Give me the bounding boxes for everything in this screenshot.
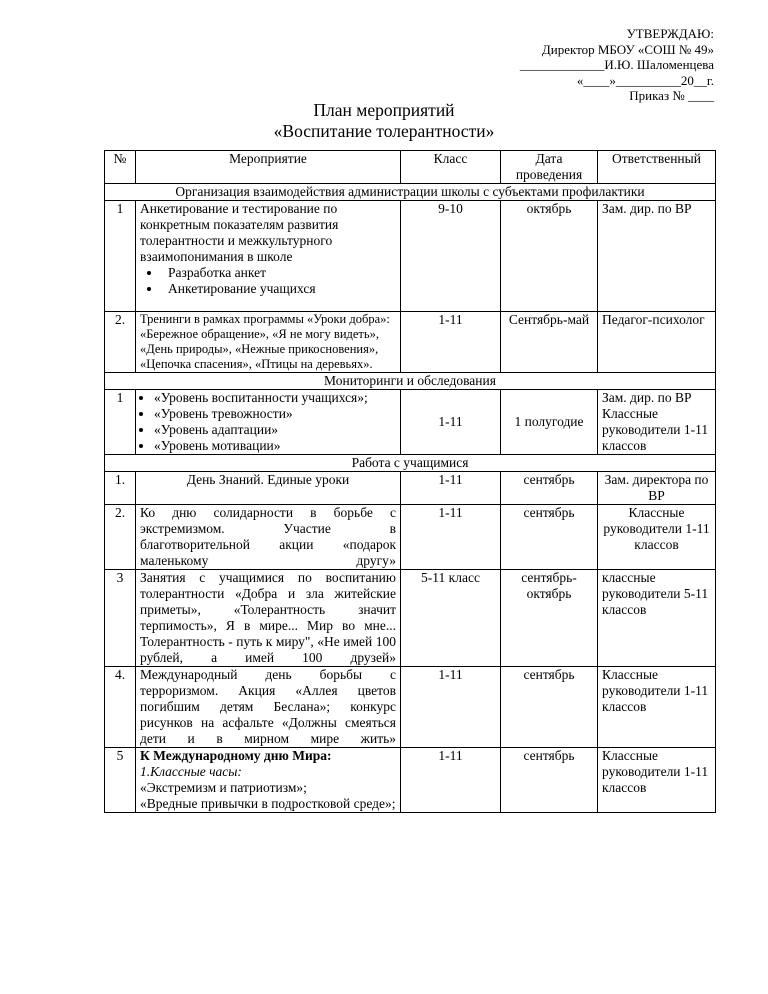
section-row	[105, 184, 716, 201]
header-class: Класс	[401, 151, 501, 184]
event-line: «Вредные привычки в подростковой среде»;	[140, 796, 396, 811]
section-title: Организация взаимодействия администрации школы с субъектами профилактики	[105, 184, 716, 201]
row-event: Тренинги в рамках программы «Уроки добра»: «Бережное обращение», «Я не могу видеть», «День природы», «Нежные прикосновения», «Цепочка спасения», «Птицы на деревьях».	[136, 312, 401, 373]
row-number: 4.	[105, 667, 136, 748]
page-subtitle: «Воспитание толерантности»	[273, 121, 495, 141]
table-row	[105, 201, 716, 312]
events-table	[104, 150, 716, 813]
row-class: 9-10	[401, 201, 501, 312]
list-item: • «Уровень воспитанности учащихся»;	[154, 390, 396, 406]
row-responsible: классные руководители 5-11 классов	[598, 570, 716, 667]
row-responsible: Зам. директора по ВР	[598, 472, 716, 505]
row-date: 1 полугодие	[501, 390, 598, 455]
row-class: 1-11	[401, 748, 501, 813]
section-title: Мониторинги и обследования	[105, 373, 716, 390]
row-number: 1.	[105, 472, 136, 505]
row-responsible: Классные руководители 1-11 классов	[598, 748, 716, 813]
row-responsible: Зам. дир. по ВР	[598, 201, 716, 312]
row-class: 1-11	[401, 505, 501, 570]
approval-signature: _____________И.Ю. Шаломенцева	[519, 57, 714, 72]
table-row	[105, 312, 716, 373]
row-number: 2.	[105, 505, 136, 570]
row-number: 2.	[105, 312, 136, 373]
table-row	[105, 667, 716, 748]
row-date: сентябрь	[501, 505, 598, 570]
row-event	[136, 748, 401, 813]
row-date: Сентябрь-май	[501, 312, 598, 373]
event-text: Анкетирование и тестирование по конкретным показателям развития толерантности и межкультурного взаимопонимания в школе	[140, 201, 339, 264]
row-class: 1-11	[401, 390, 501, 455]
row-number: 1	[105, 201, 136, 312]
row-class: 1-11	[401, 667, 501, 748]
row-event: Ко дню солидарности в борьбе с экстремизмом. Участие в благотворительной акции «подарок маленькому другу»	[136, 505, 401, 570]
row-class: 1-11	[401, 472, 501, 505]
table-row	[105, 570, 716, 667]
page-title: План мероприятий	[313, 100, 455, 120]
row-event: Занятия с учащимися по воспитанию толерантности «Добра и зла житейские приметы», «Толерантность значит терпимость», Я в мире... Мир во мне... Толерантность - путь к миру", «Не имей 100 рублей, а имей 100 друзей»	[136, 570, 401, 667]
approval-heading: УТВЕРЖДАЮ:	[626, 26, 714, 41]
row-number: 3	[105, 570, 136, 667]
approval-date: «____»__________20__г.	[576, 72, 714, 88]
header-responsible: Ответственный	[598, 151, 716, 184]
list-item: • Разработка анкет	[162, 265, 396, 281]
approval-director: Директор МБОУ «СОШ № 49»	[541, 41, 714, 57]
row-class: 5-11 класс	[401, 570, 501, 667]
row-responsible: Классные руководители 1-11 классов	[598, 667, 716, 748]
header-date: Дата проведения	[501, 151, 598, 184]
row-responsible: Педагог-психолог	[598, 312, 716, 373]
event-italic-subheading: 1.Классные часы:	[140, 764, 242, 779]
row-event	[136, 201, 401, 312]
section-row	[105, 373, 716, 390]
row-date: сентябрь	[501, 667, 598, 748]
header-number: №	[105, 151, 136, 184]
table-row	[105, 390, 716, 455]
approval-block	[520, 26, 714, 104]
list-item: • «Уровень мотивации»	[154, 438, 396, 454]
header-event: Мероприятие	[136, 151, 401, 184]
row-class: 1-11	[401, 312, 501, 373]
row-responsible: Зам. дир. по ВР Классные руководители 1-11 классов	[598, 390, 716, 455]
table-row	[105, 748, 716, 813]
row-event	[136, 390, 401, 455]
row-date: сентябрь	[501, 748, 598, 813]
approval-order: Приказ № ____	[629, 88, 714, 103]
row-responsible: Классные руководители 1-11 классов	[598, 505, 716, 570]
row-event: День Знаний. Единые уроки	[136, 472, 401, 505]
section-title: Работа с учащимися	[105, 455, 716, 472]
row-number: 5	[105, 748, 136, 813]
table-header-row	[105, 151, 716, 184]
table-row	[105, 505, 716, 570]
list-item: • Анкетирование учащихся	[162, 281, 396, 297]
row-event: Международный день борьбы с терроризмом. Акция «Аллея цветов погибшим детям Беслана»; конкурс рисунков на асфальте «Должны смеяться дети и в мирном мире жить»	[136, 667, 401, 748]
list-item: • «Уровень адаптации»	[154, 422, 396, 438]
row-date: сентябрь	[501, 472, 598, 505]
row-number: 1	[105, 390, 136, 455]
list-item: • «Уровень тревожности»	[154, 406, 396, 422]
row-date: октябрь	[501, 201, 598, 312]
bullet-list	[140, 265, 396, 297]
event-bold-heading: К Международному дню Мира:	[140, 748, 332, 763]
bullet-list	[140, 390, 396, 454]
row-date: сентябрь-октябрь	[501, 570, 598, 667]
event-line: «Экстремизм и патриотизм»;	[140, 780, 307, 795]
section-row	[105, 455, 716, 472]
table-row	[105, 472, 716, 505]
